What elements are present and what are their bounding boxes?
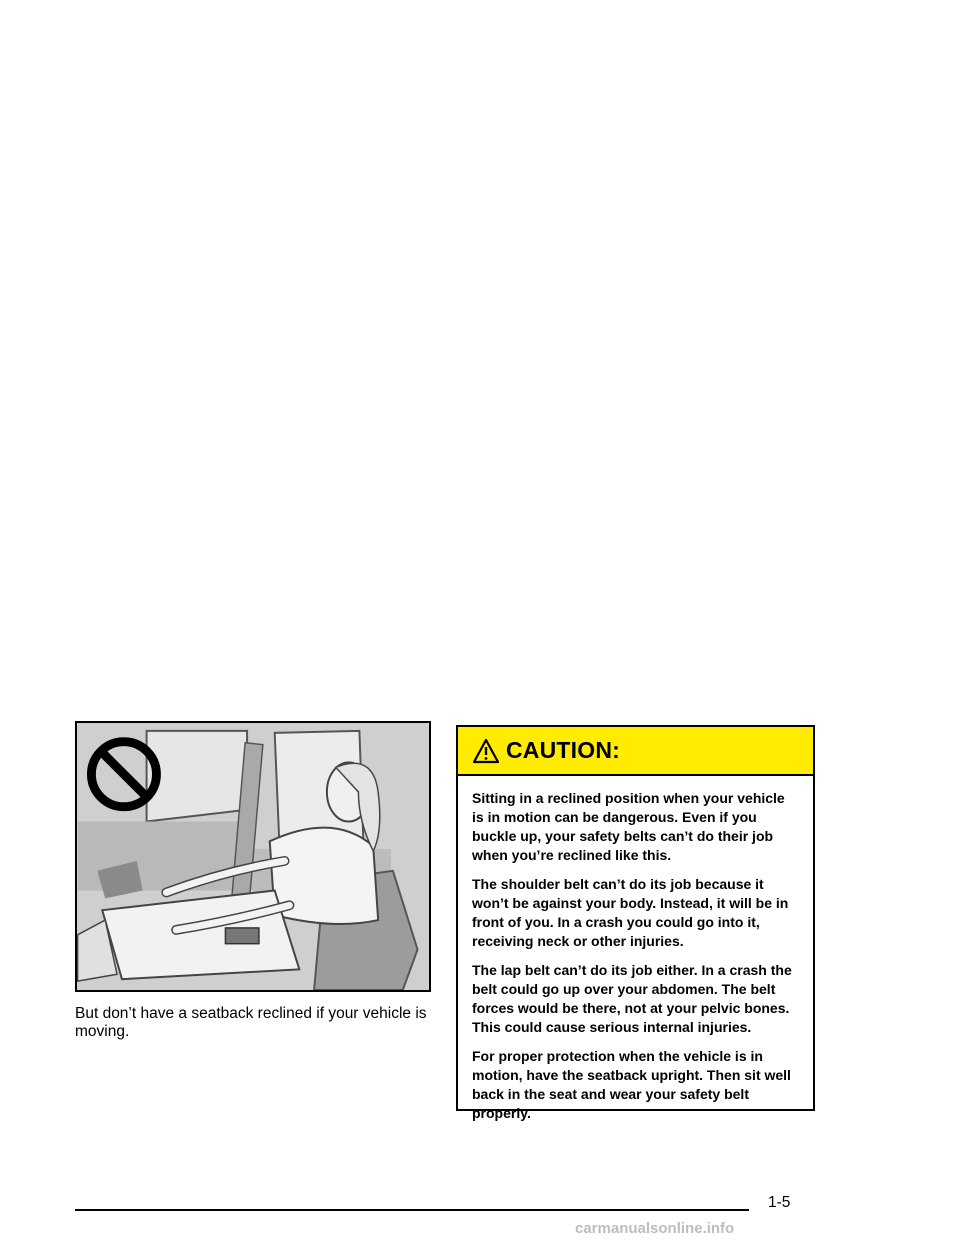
caution-paragraph: The lap belt can’t do its job either. In a crash the belt could go up over your abdomen. The belt forces would be there, not at your pelvic bones. This could cause serious internal injuries. [472, 962, 792, 1035]
caution-header [458, 727, 813, 776]
caution-title: CAUTION: [506, 737, 621, 763]
reclined-passenger-drawing [77, 723, 429, 990]
reclined-passenger-illustration [75, 721, 431, 992]
caution-paragraph: Sitting in a reclined position when your vehicle is in motion can be dangerous. Even if you buckle up, your safety belts can’t do their job when you’re reclined like this. [472, 790, 785, 863]
page-number: 1-5 [768, 1194, 791, 1211]
illustration-caption: But don’t have a seatback reclined if your vehicle is moving. [75, 1005, 427, 1040]
caution-paragraph: The shoulder belt can’t do its job because it won’t be against your body. Instead, it will be in front of you. In a crash you could go into it, receiving neck or other injuries. [472, 876, 789, 949]
caution-box [456, 725, 815, 1121]
footer-rule [75, 1209, 749, 1211]
caution-body [458, 776, 813, 1123]
caution-paragraph: For proper protection when the vehicle is in motion, have the seatback upright. Then sit well back in the seat and wear your safety belt properly. [472, 1048, 791, 1121]
warning-triangle-icon [472, 738, 500, 764]
watermark: carmanualsonline.info [575, 1220, 735, 1237]
